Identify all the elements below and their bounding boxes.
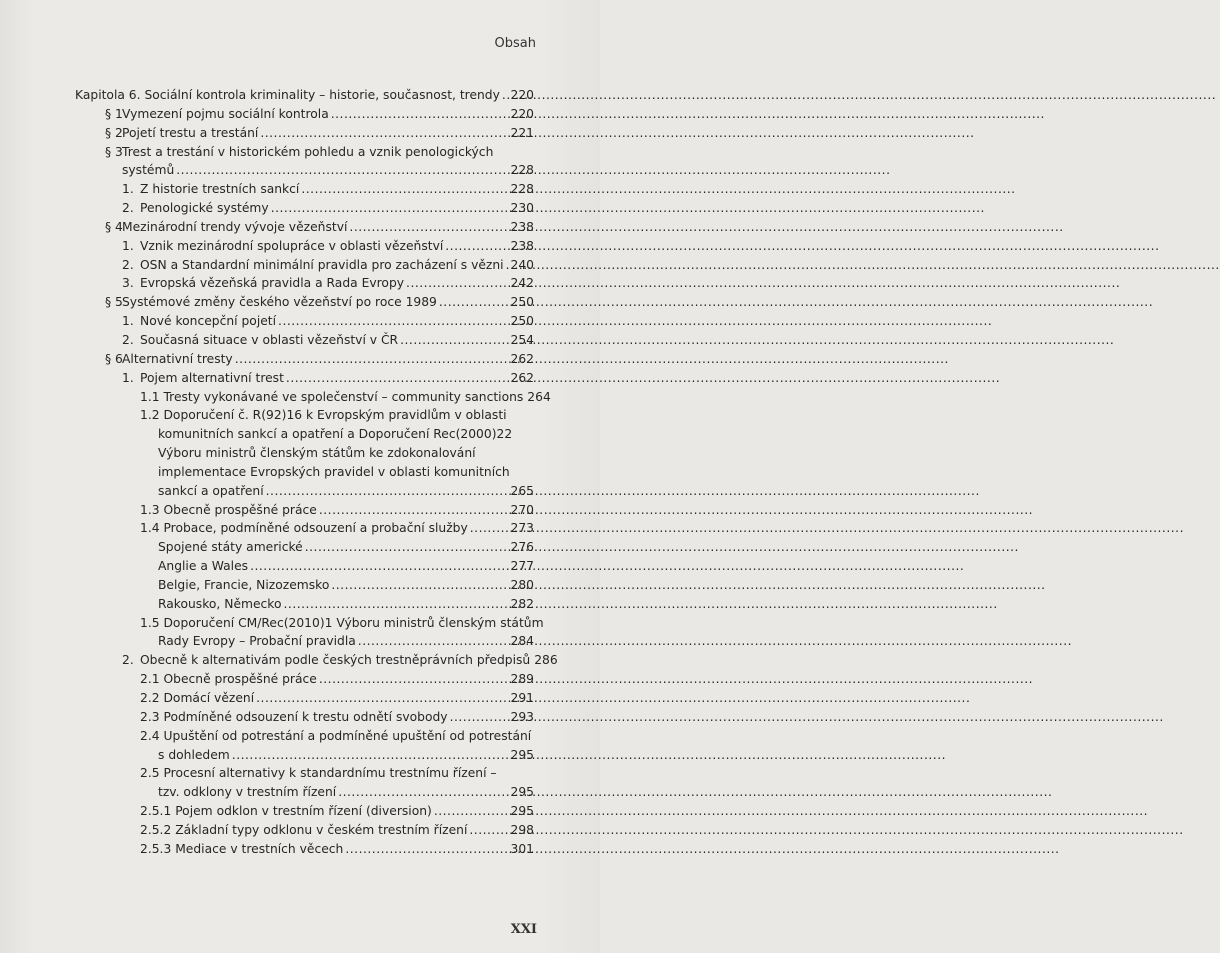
dot-leader <box>284 595 509 614</box>
toc-page-number: 273 <box>510 521 534 536</box>
dot-leader <box>331 105 509 124</box>
toc-entry-title: Rady Evropy – Probační pravidla <box>158 634 356 649</box>
toc-entry-title: 2.5.3 Mediace v trestních věcech <box>140 841 344 856</box>
toc-entry-number: 2. <box>122 653 134 668</box>
toc-page-number: 284 <box>510 634 534 649</box>
toc-entry-title: 2.5.1 Pojem odklon v trestním řízení (diversion) <box>140 804 432 819</box>
toc-entry-title: 2.1 Obecně prospěšné práce <box>140 672 317 687</box>
toc-entry-title: Evropská vězeňská pravidla a Rada Evropy <box>140 276 405 291</box>
dot-leader <box>450 708 509 727</box>
toc-line <box>75 312 534 331</box>
dot-leader <box>301 180 508 199</box>
toc-page-number: 254 <box>510 332 534 347</box>
toc-entry-number: § 6 <box>105 351 123 366</box>
toc-line <box>75 708 534 727</box>
dot-leader <box>349 218 508 237</box>
toc-line <box>75 501 534 520</box>
toc-entry[interactable] <box>75 670 534 689</box>
toc-line <box>75 369 534 388</box>
table-of-contents <box>75 86 558 859</box>
toc-entry-title: Anglie a Wales <box>158 559 249 574</box>
toc-page-number: 238 <box>510 238 534 253</box>
dot-leader <box>319 501 509 520</box>
dot-leader <box>506 256 509 275</box>
toc-entry[interactable] <box>75 105 534 124</box>
toc-entry-title: Kapitola 6. Sociální kontrola kriminality – historie, současnost, trendy <box>75 88 500 102</box>
toc-entry[interactable] <box>75 369 534 388</box>
toc-entry-title: Belgie, Francie, Nizozemsko <box>158 577 330 592</box>
dot-leader <box>331 576 508 595</box>
toc-entry[interactable] <box>75 727 534 765</box>
toc-line <box>75 651 558 670</box>
dot-leader <box>250 557 508 576</box>
toc-entry-title: 2.3 Podmíněné odsouzení k trestu odnětí svobody <box>140 709 448 724</box>
toc-entry[interactable] <box>75 406 534 500</box>
toc-entry[interactable] <box>75 802 534 821</box>
toc-page-number: 291 <box>510 691 534 705</box>
toc-entry[interactable] <box>75 538 534 557</box>
toc-line <box>75 199 534 218</box>
toc-entry-title: Výboru ministrů členským státům ke zdokonalování <box>158 446 476 461</box>
toc-page-number: 264 <box>527 389 551 404</box>
toc-line <box>75 614 544 633</box>
dot-leader <box>260 124 508 143</box>
toc-entry-title: Rakousko, Německo <box>158 596 282 611</box>
toc-line <box>75 840 534 859</box>
toc-line <box>75 821 534 840</box>
toc-page-number: 277 <box>510 559 534 574</box>
toc-page-number: 298 <box>510 822 534 837</box>
dot-leader <box>176 161 508 180</box>
toc-entry-title: Systémové změny českého vězeňství po roce 1989 <box>122 295 437 310</box>
toc-page-number: 262 <box>510 351 534 366</box>
toc-entry-number: 2. <box>122 332 134 347</box>
toc-line <box>75 406 534 425</box>
toc-entry-title: Pojem alternativní trest <box>140 370 284 385</box>
toc-page-number: 289 <box>510 672 534 687</box>
toc-entry-title: 1.2 Doporučení č. R(92)16 k Evropským pravidlům v oblasti <box>140 408 507 423</box>
dot-leader <box>232 746 509 765</box>
toc-entry[interactable] <box>75 218 534 237</box>
toc-page-number: 295 <box>510 785 534 800</box>
toc-line <box>75 632 534 651</box>
dot-leader <box>278 312 508 331</box>
toc-entry[interactable] <box>75 331 534 350</box>
toc-page-number: 220 <box>510 88 534 102</box>
toc-entry[interactable] <box>75 143 534 181</box>
dot-leader <box>256 689 508 708</box>
toc-page-number: 262 <box>510 370 534 385</box>
toc-entry-title: Penologické systémy <box>140 201 269 216</box>
toc-page-number: 276 <box>510 540 534 555</box>
toc-line <box>75 331 534 350</box>
toc-line <box>75 293 534 312</box>
dot-leader <box>406 274 508 293</box>
toc-entry-title: 2.4 Upuštění od potrestání a podmíněné upuštění od potrestání <box>140 728 532 743</box>
toc-entry[interactable] <box>75 180 534 199</box>
toc-entry-number: § 5 <box>105 295 123 310</box>
toc-entry-number: 2. <box>122 201 134 216</box>
toc-entry[interactable] <box>75 651 558 670</box>
toc-entry-title: Současná situace v oblasti vězeňství v ČR <box>140 332 399 347</box>
dot-leader <box>286 369 509 388</box>
toc-entry-title: 1.4 Probace, podmíněné odsouzení a probační služby <box>140 521 468 536</box>
toc-line <box>75 689 534 708</box>
toc-entry-title: Nové koncepční pojetí <box>140 314 277 329</box>
toc-entry-title: 1.5 Doporučení CM/Rec(2010)1 Výboru ministrů členským státům <box>140 615 544 630</box>
toc-page-number: 286 <box>534 653 558 668</box>
toc-entry-title: s dohledem <box>158 747 230 762</box>
toc-entry-title: Vymezení pojmu sociální kontrola <box>122 106 329 121</box>
toc-entry[interactable] <box>75 708 534 727</box>
toc-entry-title: Vznik mezinárodní spolupráce v oblasti vězeňství <box>140 238 444 253</box>
toc-entry[interactable] <box>75 256 534 275</box>
dot-leader <box>358 632 509 651</box>
dot-leader <box>345 840 508 859</box>
toc-entry-title: implementace Evropských pravidel v oblasti komunitních <box>158 464 510 479</box>
toc-line <box>75 764 534 783</box>
toc-entry-title: 2.5 Procesní alternativy k standardnímu trestnímu řízení – <box>140 766 497 781</box>
toc-line <box>75 595 534 614</box>
toc-entry-title: komunitních sankcí a opatření a Doporučení Rec(2000)22 <box>158 427 513 442</box>
toc-line <box>75 124 534 143</box>
toc-entry[interactable] <box>75 388 551 407</box>
dot-leader <box>400 331 508 350</box>
toc-line <box>75 783 534 802</box>
toc-entry-title: Alternativní tresty <box>122 351 233 366</box>
toc-page-number: 230 <box>510 201 534 216</box>
toc-line <box>75 86 534 105</box>
toc-line <box>75 425 534 444</box>
toc-entry-title: OSN a Standardní minimální pravidla pro zacházení s vězni <box>140 257 504 272</box>
toc-entry[interactable] <box>75 764 534 802</box>
toc-entry[interactable] <box>75 557 534 576</box>
toc-line <box>75 218 534 237</box>
toc-entry-number: § 4 <box>105 219 123 234</box>
toc-page-number: 250 <box>510 314 534 329</box>
toc-page-number: 240 <box>510 257 534 272</box>
toc-page-number: 221 <box>510 125 534 140</box>
toc-page-number: 301 <box>510 841 534 856</box>
toc-line <box>75 538 534 557</box>
toc-page-number: 228 <box>510 182 534 197</box>
toc-line <box>75 105 534 124</box>
toc-entry-title: Pojetí trestu a trestání <box>122 125 259 140</box>
toc-entry-number: 1. <box>122 314 134 329</box>
toc-entry-title: Z historie trestních sankcí <box>140 182 300 197</box>
toc-entry-title: 1.3 Obecně prospěšné práce <box>140 502 317 517</box>
toc-entry-title: 2.2 Domácí vězení <box>140 691 255 705</box>
toc-line <box>75 727 534 746</box>
toc-line <box>75 256 534 275</box>
toc-line <box>75 180 534 199</box>
dot-leader <box>445 237 508 256</box>
page-number: XXI <box>510 922 537 937</box>
toc-entry-title: 1.1 Tresty vykonávané ve společenství – community sanctions <box>140 389 524 404</box>
toc-entry[interactable] <box>75 124 534 143</box>
toc-line <box>75 161 534 180</box>
dot-leader <box>319 670 509 689</box>
toc-entry[interactable] <box>75 501 534 520</box>
dot-leader <box>434 802 509 821</box>
toc-entry-number: 1. <box>122 370 134 385</box>
dot-leader <box>338 783 508 802</box>
toc-entry[interactable] <box>75 689 534 708</box>
toc-entry-title: sankcí a opatření <box>158 483 264 498</box>
toc-entry-title: Trest a trestání v historickém pohledu a vznik penologických <box>122 144 494 159</box>
book-page <box>0 0 600 953</box>
toc-entry[interactable] <box>75 199 534 218</box>
toc-line <box>75 519 534 538</box>
toc-entry[interactable] <box>75 614 544 652</box>
toc-entry[interactable] <box>75 293 534 312</box>
toc-line <box>75 746 534 765</box>
toc-line <box>75 670 534 689</box>
toc-entry-number: 1. <box>122 238 134 253</box>
toc-entry[interactable] <box>75 274 534 293</box>
dot-leader <box>266 482 509 501</box>
toc-line <box>75 557 534 576</box>
toc-line <box>75 463 534 482</box>
dot-leader <box>271 199 509 218</box>
toc-entry-title: Mezinárodní trendy vývoje vězeňství <box>122 219 348 234</box>
dot-leader <box>469 821 508 840</box>
dot-leader <box>439 293 509 312</box>
toc-line <box>75 482 534 501</box>
toc-entry[interactable] <box>75 595 534 614</box>
toc-page-number: 270 <box>510 502 534 517</box>
toc-entry-number: 3. <box>122 276 134 291</box>
toc-entry-title: Spojené státy americké <box>158 540 303 555</box>
dot-leader <box>502 86 509 105</box>
toc-page-number: 220 <box>510 106 534 121</box>
toc-entry-title: tzv. odklony v trestním řízení <box>158 785 337 800</box>
toc-line <box>75 388 551 407</box>
toc-page-number: 250 <box>510 295 534 310</box>
dot-leader <box>470 519 509 538</box>
toc-entry-number: 2. <box>122 257 134 272</box>
toc-entry-number: 1. <box>122 182 134 197</box>
toc-entry[interactable] <box>75 86 534 105</box>
toc-entry[interactable] <box>75 237 534 256</box>
toc-page-number: 280 <box>510 577 534 592</box>
toc-line <box>75 350 534 369</box>
toc-line <box>75 444 534 463</box>
toc-entry[interactable] <box>75 576 534 595</box>
toc-line <box>75 576 534 595</box>
toc-entry-number: § 3 <box>105 144 123 159</box>
toc-page-number: 295 <box>510 747 534 762</box>
toc-page-number: 242 <box>510 276 534 291</box>
toc-entry-title: 2.5.2 Základní typy odklonu v českém trestním řízení <box>140 822 468 837</box>
toc-page-number: 238 <box>510 219 534 234</box>
toc-entry-number: § 2 <box>105 125 123 140</box>
toc-entry[interactable] <box>75 840 534 859</box>
dot-leader <box>305 538 509 557</box>
toc-entry-title: systémů <box>122 163 175 178</box>
toc-page-number: 293 <box>510 709 534 724</box>
toc-line <box>75 237 534 256</box>
toc-page-number: 228 <box>510 163 534 178</box>
toc-page-number: 295 <box>510 804 534 819</box>
running-head: Obsah <box>494 36 536 51</box>
toc-page-number: 282 <box>510 596 534 611</box>
toc-entry[interactable] <box>75 350 534 369</box>
toc-entry-title: Obecně k alternativám podle českých trestněprávních předpisů <box>140 653 531 668</box>
toc-line <box>75 274 534 293</box>
toc-entry[interactable] <box>75 312 534 331</box>
toc-line <box>75 802 534 821</box>
dot-leader <box>235 350 509 369</box>
toc-line <box>75 143 534 162</box>
toc-entry[interactable] <box>75 821 534 840</box>
toc-page-number: 265 <box>510 483 534 498</box>
toc-entry-number: § 1 <box>105 106 123 121</box>
toc-entry[interactable] <box>75 519 534 538</box>
